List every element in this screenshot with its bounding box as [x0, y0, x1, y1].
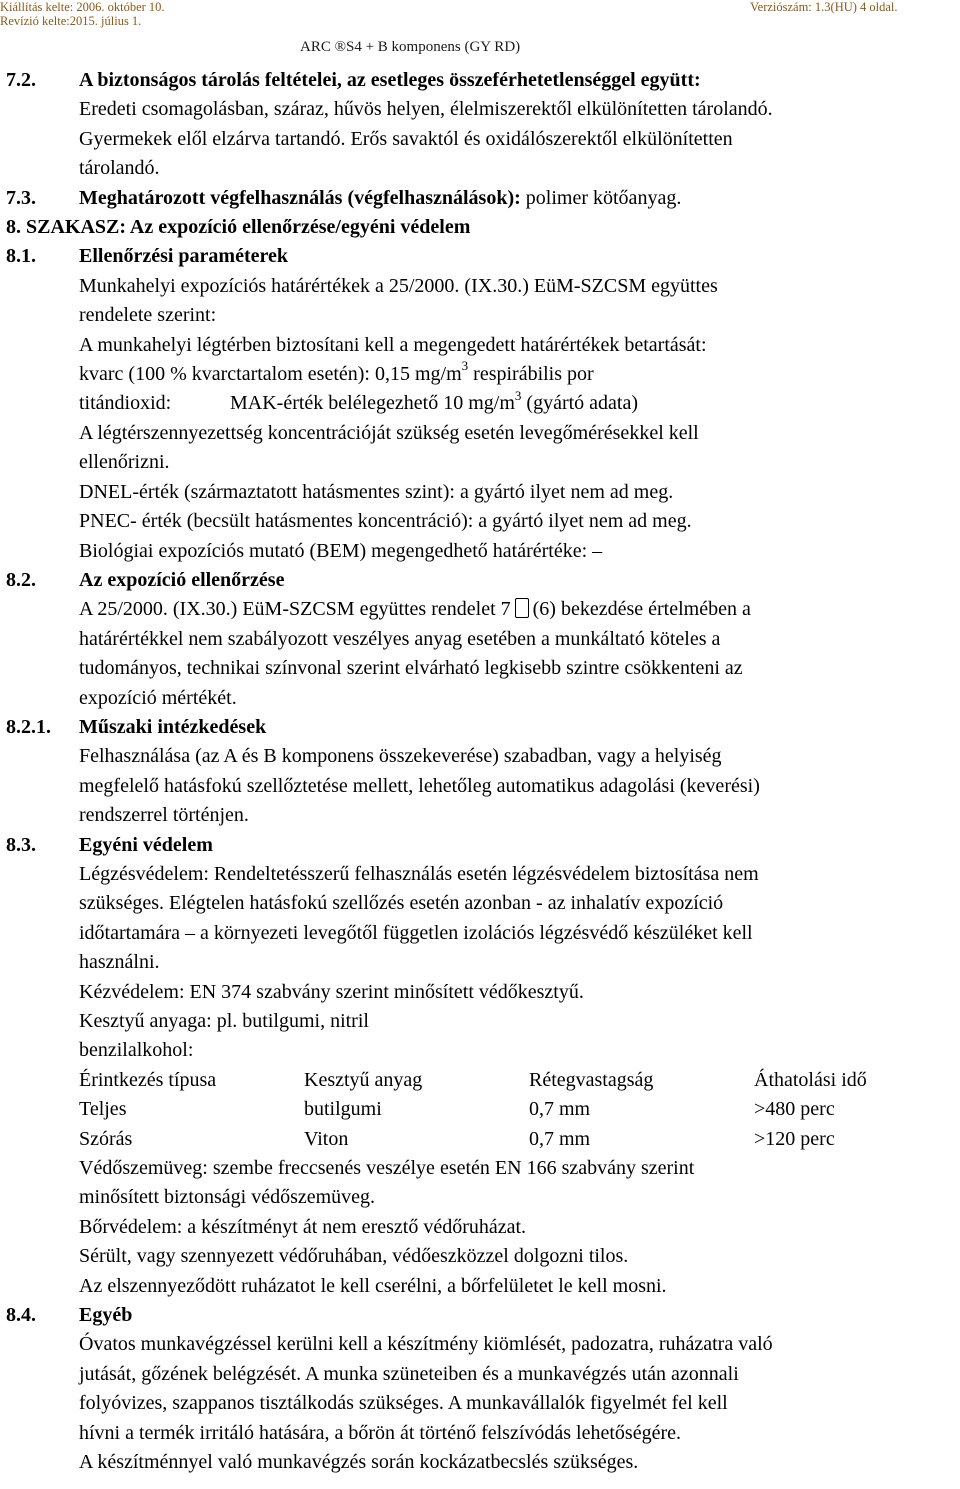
version-info: Verziószám: 1.3(HU) 4 oldal. — [750, 0, 898, 14]
section-title: Meghatározott végfelhasználás (végfelhasználások): — [79, 186, 521, 209]
text-line: folyóvizes, szappanos tisztálkodás szükséges. A munkavállalók figyelmét fel kell — [79, 1392, 728, 1415]
dnel-line: DNEL-érték (származtatott hatásmentes szint): a gyártó ilyet nem ad meg. — [79, 480, 674, 503]
text-line: megfelelő hatásfokú szellőztetése mellett, lehetőleg automatikus adagolási (keverési) — [79, 774, 760, 797]
table-cell: Viton — [304, 1127, 349, 1150]
text-line: hívni a termék irritáló hatására, a bőrön át történő felszívódás lehetőségére. — [79, 1421, 681, 1444]
text-line: szükséges. Elégtelen hatásfokú szellőzés esetén azonban - az inhalatív expozíció — [79, 892, 724, 915]
titandioxid-limit — [0, 389, 960, 418]
table-cell: 0,7 mm — [529, 1098, 591, 1121]
section-title: Műszaki intézkedések — [79, 715, 267, 738]
section-number: 8.2.1. — [6, 715, 51, 738]
table-row — [0, 1125, 960, 1154]
table-cell: >120 perc — [754, 1127, 835, 1150]
section-number: 8.2. — [6, 568, 36, 591]
table-cell: Teljes — [79, 1098, 127, 1121]
section-number: 8.1. — [6, 245, 36, 268]
text-line: Munkahelyi expozíciós határértékek a 25/2000. (IX.30.) EüM-SZCSM együttes — [79, 274, 718, 297]
section-8-4-heading — [0, 1301, 960, 1330]
section-8-heading — [0, 213, 960, 242]
issue-date: Kiállítás kelte: 2006. október 10. — [0, 0, 165, 14]
table-row — [0, 1095, 960, 1124]
table-header: Rétegvastagság — [529, 1068, 654, 1091]
section-title: Ellenőrzési paraméterek — [79, 245, 289, 268]
text-line: Óvatos munkavégzéssel kerülni kell a készítmény kiömlését, padozatra, ruházatra való — [79, 1333, 773, 1356]
section-8-1-heading — [0, 242, 960, 271]
section-title: 8. SZAKASZ: Az expozíció ellenőrzése/egyéni védelem — [6, 216, 471, 239]
section-number: 8.4. — [6, 1304, 36, 1327]
revision-date: Revízió kelte:2015. július 1. — [0, 14, 142, 28]
section-7-3-heading — [0, 184, 960, 213]
section-text: polimer kötőanyag. — [520, 186, 682, 209]
text-line: rendszerrel történjen. — [79, 804, 249, 827]
kvarc-text: kvarc (100 % kvarctartalom esetén): 0,15 mg/m — [79, 363, 462, 386]
text-line: benzilalkohol: — [79, 1039, 194, 1062]
text-line: expozíció mértékét. — [79, 686, 237, 709]
section-number: 8.3. — [6, 833, 36, 856]
text-line: Védőszemüveg: szembe freccsenés veszélye esetén EN 166 szabvány szerint — [79, 1157, 695, 1180]
kvarc-text-end: respirábilis por — [468, 363, 594, 386]
text-line: A munkahelyi légtérben biztosítani kell a megengedett határértékek betartását: — [79, 333, 707, 356]
document-body — [0, 66, 960, 1478]
section-8-3-heading — [0, 831, 960, 860]
tio-label: titándioxid: — [79, 392, 172, 415]
text-line: időtartamára – a környezeti levegőtől független izolációs légzésvédő készüléket kell — [79, 921, 753, 944]
glove-table — [0, 1066, 960, 1154]
text-line: minősített biztonsági védőszemüveg. — [79, 1186, 376, 1209]
text-line: Eredeti csomagolásban, száraz, hűvös helyen, élelmiszerektől elkülönítetten tárolandó. — [79, 98, 773, 121]
text-line: ellenőrizni. — [79, 451, 170, 474]
table-cell: 0,7 mm — [529, 1127, 591, 1150]
tio-text-end: (gyártó adata) — [521, 392, 639, 415]
text-line: rendelete szerint: — [79, 304, 217, 327]
text-line: határértékkel nem szabályozott veszélyes anyag esetében a munkáltató köteles a — [79, 627, 721, 650]
text-line: Kézvédelem: EN 374 szabvány szerint minősített védőkesztyű. — [79, 980, 584, 1003]
text-line: Sérült, vagy szennyezett védőruhában, védőeszközzel dolgozni tilos. — [79, 1245, 629, 1268]
text-line: jutását, gőzének belégzését. A munka szüneteiben és a munkavégzés után azonnali — [79, 1362, 739, 1385]
section-8-2-heading — [0, 566, 960, 595]
text-line: A légtérszennyezettség koncentrációját szükség esetén levegőmérésekkel kell — [79, 421, 699, 444]
text-line: Felhasználása (az A és B komponens összekeverése) szabadban, vagy a helyiség — [79, 745, 722, 768]
bem-line: Biológiai expozíciós mutató (BEM) megengedhető határértéke: – — [79, 539, 603, 562]
section-number: 7.3. — [6, 186, 36, 209]
section-8-2-1-heading — [0, 713, 960, 742]
text-line: tudományos, technikai színvonal szerint elvárható legkisebb szintre csökkenteni az — [79, 657, 743, 680]
table-header-row — [0, 1066, 960, 1095]
table-header: Áthatolási idő — [754, 1068, 867, 1091]
product-name: ARC ®S4 + B komponens (GY RD) — [300, 39, 521, 55]
text-part: (6) bekezdése értelmében a — [532, 598, 751, 621]
section-number: 7.2. — [6, 69, 36, 91]
table-header: Érintkezés típusa — [79, 1068, 217, 1091]
text-line: használni. — [79, 951, 160, 974]
section-title: Egyéb — [79, 1304, 133, 1327]
table-header: Kesztyű anyag — [304, 1068, 423, 1091]
section-title: Az expozíció ellenőrzése — [79, 568, 285, 591]
table-cell: Szórás — [79, 1127, 133, 1150]
text-line: A készítménnyel való munkavégzés során kockázatbecslés szükséges. — [79, 1451, 639, 1474]
paragraph-box-icon — [515, 598, 529, 618]
text-line: Bőrvédelem: a készítményt át nem eresztő védőruházat. — [79, 1215, 527, 1238]
text-line: tárolandó. — [79, 157, 160, 180]
text-line: Gyermekek elől elzárva tartandó. Erős savaktól és oxidálószerektől elkülönítetten — [79, 127, 733, 150]
text-line: Légzésvédelem: Rendeltetésszerű felhasználás esetén légzésvédelem biztosítása nem — [79, 862, 759, 885]
kvarc-limit — [0, 360, 960, 389]
text-line: Kesztyű anyaga: pl. butilgumi, nitril — [79, 1010, 369, 1032]
text-line — [0, 595, 960, 624]
table-cell: butilgumi — [304, 1098, 382, 1121]
superscript: 3 — [461, 358, 469, 374]
text-part: A 25/2000. (IX.30.) EüM-SZCSM együttes rendelet 7 — [79, 598, 511, 621]
text-line: Az elszennyeződött ruházatot le kell cserélni, a bőrfelületet le kell mosni. — [79, 1274, 667, 1297]
pnec-line: PNEC- érték (becsült hatásmentes koncentráció): a gyártó ilyet nem ad meg. — [79, 510, 692, 533]
table-cell: >480 perc — [754, 1098, 835, 1121]
section-7-2-heading — [0, 66, 960, 95]
superscript: 3 — [514, 387, 522, 403]
tio-text: MAK-érték belélegezhető 10 mg/m — [230, 392, 515, 415]
section-title: A biztonságos tárolás feltételei, az esetleges összeférhetetlenséggel együtt: — [79, 69, 701, 91]
section-title: Egyéni védelem — [79, 833, 213, 856]
